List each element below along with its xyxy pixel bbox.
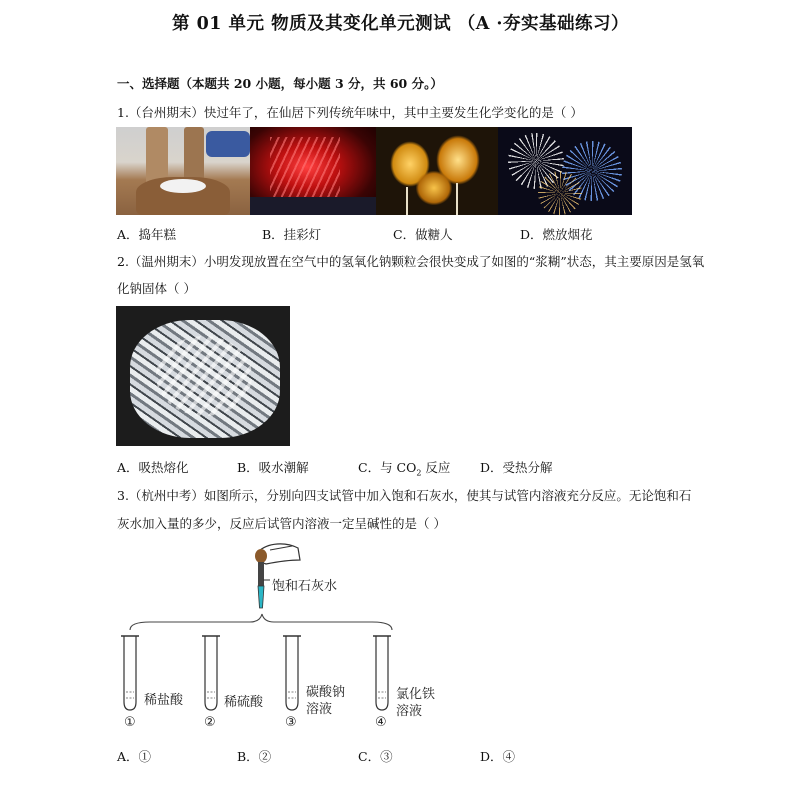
q2-stem-line1: 2.（温州期末）小明发现放置在空气中的氢氧化钠颗粒会很快变成了如图的“浆糊”状态，其主要原因是氢氧: [117, 254, 705, 269]
q1-option-d: D．燃放烟花: [520, 227, 593, 242]
section-heading: 一、选择题（本题共 20 小题，每小题 3 分，共 60 分。）: [117, 76, 443, 91]
q1-option-c: C．做糖人: [393, 227, 453, 242]
tube-4-label-line1: 氯化铁: [396, 687, 436, 702]
q3-option-b: B．②: [237, 749, 272, 764]
tube-3-number: ③: [285, 715, 297, 730]
test-tube-icon-4: [373, 636, 391, 710]
tube-3-label-line2: 溶液: [306, 702, 333, 717]
test-tube-icon-1: [121, 636, 139, 710]
q3-option-c: C．③: [358, 749, 393, 764]
page-title: 第 01 单元 物质及其变化单元测试 （A ·夯实基础练习）: [172, 14, 629, 34]
dropper-icon: [255, 549, 267, 608]
q3-option-a: A．①: [117, 749, 152, 764]
q2-option-a: A．吸热熔化: [117, 460, 189, 475]
test-tube-icon-3: [283, 636, 301, 710]
q2-image-sodium-hydroxide: [116, 306, 290, 446]
tube-1-label: 稀盐酸: [144, 693, 184, 708]
tube-2-label: 稀硫酸: [224, 695, 264, 710]
reagent-label: 饱和石灰水: [272, 579, 338, 594]
q1-image-rice-cake-pounding: [116, 127, 250, 215]
q2-option-d: D．受热分解: [480, 460, 553, 475]
tube-3-label-line1: 碳酸钠: [306, 685, 346, 700]
q3-stem-line2: 灰水加入量的多少，反应后试管内溶液一定呈碱性的是（ ）: [117, 516, 446, 531]
tubes-brace: [130, 614, 392, 630]
tube-2-number: ②: [204, 715, 216, 730]
q1-option-b: B．挂彩灯: [262, 227, 322, 242]
q3-option-d: D．④: [480, 749, 516, 764]
tube-4-number: ④: [375, 715, 387, 730]
q1-image-lanterns: [250, 127, 376, 215]
q1-image-sugar-figures: [376, 127, 498, 215]
q1-stem: 1.（台州期末）快过年了，在仙居下列传统年味中，其中主要发生化学变化的是（ ）: [117, 105, 583, 120]
tube-1-number: ①: [124, 715, 136, 730]
q2-option-b: B．吸水潮解: [237, 460, 309, 475]
q1-option-a: A．捣年糕: [117, 227, 177, 242]
q3-stem-line1: 3.（杭州中考）如图所示，分别向四支试管中加入饱和石灰水，使其与试管内溶液充分反应。无论饱和石: [117, 488, 692, 503]
tube-4-label-line2: 溶液: [396, 704, 423, 719]
q2-option-c: C．与 $CO_2$ 反应: [358, 460, 451, 478]
test-tube-icon-2: [202, 636, 220, 710]
q1-image-fireworks: [498, 127, 632, 215]
q2-stem-line2: 化钠固体（ ）: [117, 281, 196, 296]
